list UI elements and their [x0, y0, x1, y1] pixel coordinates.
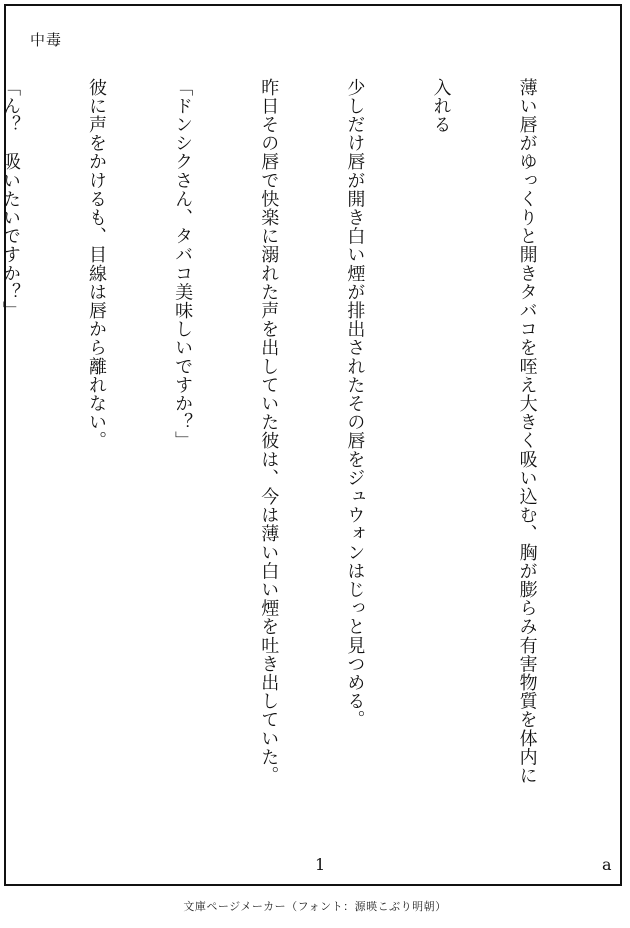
page-number: 1: [315, 855, 326, 874]
body-line: 入れる: [430, 78, 452, 134]
page-frame: [0, 4, 622, 886]
body-line: 「ん？ 吸いたいですか？」: [0, 78, 21, 320]
footer-credit: 文庫ページメーカー（フォント：源暎こぶり明朝）: [183, 900, 447, 913]
body-text: [0, 78, 598, 838]
body-line: 薄い唇がゆっくりと開きタバコを咥え大きく吸い込む、胸が膨らみ有害物質を体内に: [516, 78, 538, 785]
page-title: 中毒: [30, 31, 63, 49]
body-line: 昨日その唇で快楽に溺れた声を出していた彼は、今は薄い白い煙を吐き出していた。: [258, 78, 280, 785]
body-line: 彼に声をかけるも、目線は唇から離れない。: [86, 78, 108, 450]
corner-mark: a: [602, 855, 612, 874]
body-line: 少しだけ唇が開き白い煙が排出されたその唇をジュウォンはじっと見つめる。: [344, 78, 366, 729]
body-line: 「ドンシクさん、タバコ美味しいですか？」: [172, 78, 194, 450]
